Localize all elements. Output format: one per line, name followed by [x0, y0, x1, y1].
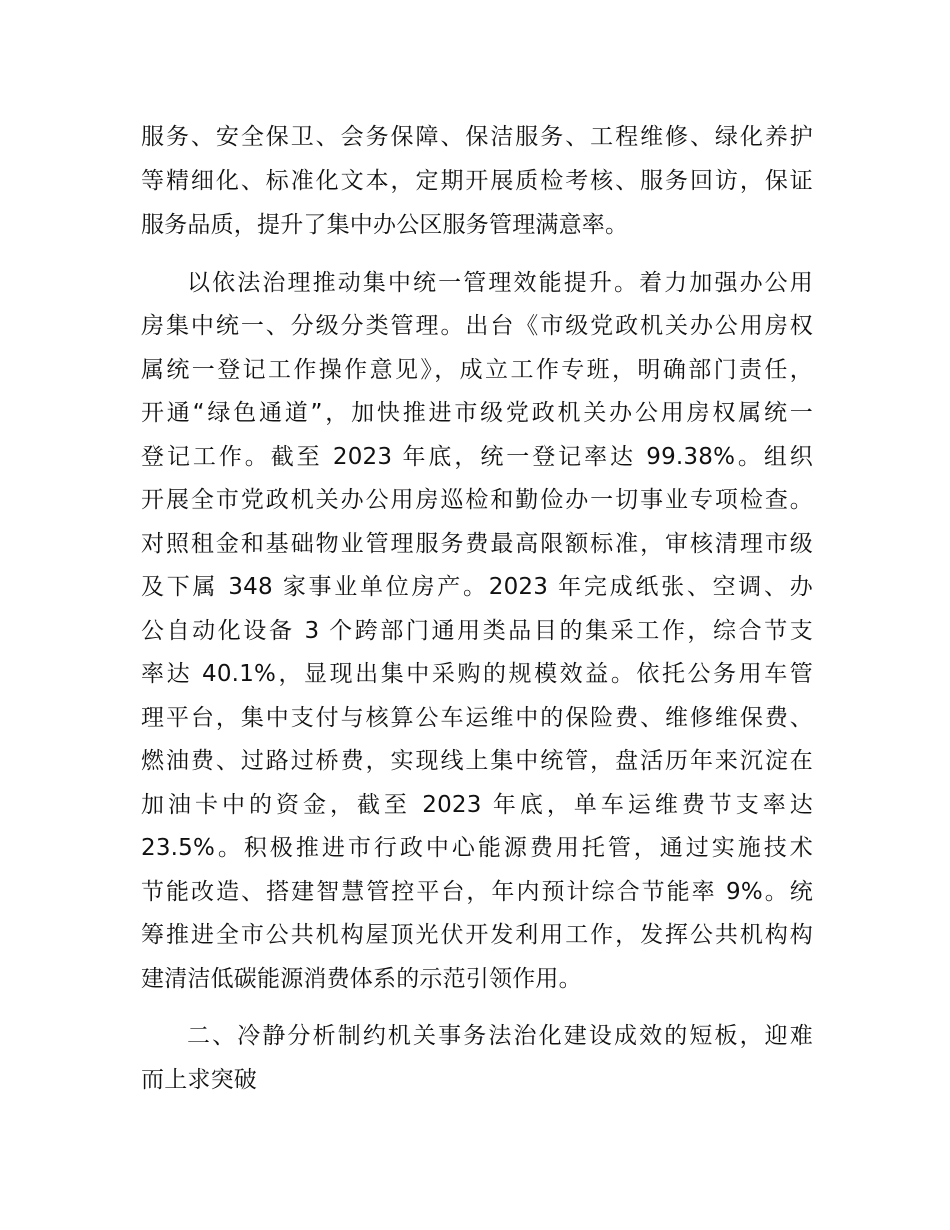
text-line: 对照租金和基础物业管理服务费最高限额标准，审核清理市级	[141, 531, 813, 557]
text-line: 节能改造、搭建智慧管控平台，年内预计综合节能率 9%。统	[141, 879, 813, 905]
text-line: 建清洁低碳能源消费体系的示范引领作用。	[141, 966, 582, 992]
text-line: 二、冷静分析制约机关事务法治化建设成效的短板，迎难	[187, 1023, 813, 1049]
text-line: 加油卡中的资金，截至 2023 年底，单车运维费节支率达	[141, 792, 813, 818]
text-line: 登记工作。截至 2023 年底，统一登记率达 99.38%。组织	[141, 444, 813, 470]
text-line: 理平台，集中支付与核算公车运维中的保险费、维修维保费、	[141, 705, 813, 731]
text-line: 而上求突破	[141, 1067, 257, 1093]
text-line: 燃油费、过路过桥费，实现线上集中统管，盘活历年来沉淀在	[141, 748, 813, 774]
text-line: 及下属 348 家事业单位房产。2023 年完成纸张、空调、办	[141, 574, 813, 600]
text-line: 服务品质，提升了集中办公区服务管理满意率。	[141, 212, 629, 238]
text-line: 开展全市党政机关办公用房巡检和勤俭办一切事业专项检查。	[141, 487, 813, 513]
text-line: 属统一登记工作操作意见》，成立工作专班，明确部门责任，	[141, 357, 813, 383]
text-line: 23.5%。积极推进市行政中心能源费用托管，通过实施技术	[141, 835, 813, 861]
text-line: 房集中统一、分级分类管理。出台《市级党政机关办公用房权	[141, 313, 813, 339]
text-line: 以依法治理推动集中统一管理效能提升。着力加强办公用	[187, 270, 813, 296]
text-line: 等精细化、标准化文本，定期开展质检考核、服务回访，保证	[141, 168, 813, 194]
text-line: 筹推进全市公共机构屋顶光伏开发利用工作，发挥公共机构构	[141, 922, 813, 948]
text-line: 率达 40.1%，显现出集中采购的规模效益。依托公务用车管	[141, 661, 813, 687]
text-line: 开通“绿色通道”，加快推进市级党政机关办公用房权属统一	[141, 400, 813, 426]
text-line: 服务、安全保卫、会务保障、保洁服务、工程维修、绿化养护	[141, 124, 813, 150]
text-line: 公自动化设备 3 个跨部门通用类品目的集采工作，综合节支	[141, 618, 813, 644]
